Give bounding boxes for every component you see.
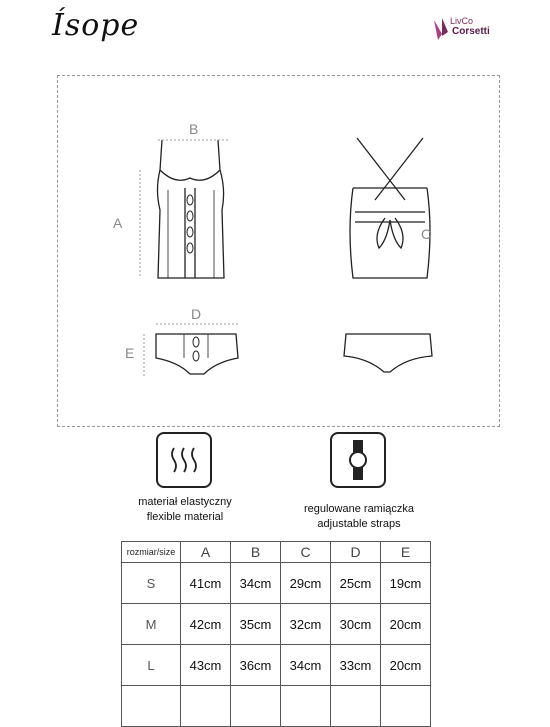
- dimension-label-b: B: [189, 121, 199, 137]
- flexible-material-icon: [156, 432, 212, 488]
- table-cell: [381, 686, 431, 727]
- table-cell: 30cm: [331, 604, 381, 645]
- table-cell: [181, 686, 231, 727]
- dimension-label-a: A: [113, 215, 123, 231]
- feature-label-pl: materiał elastyczny: [138, 496, 232, 508]
- table-cell: [331, 686, 381, 727]
- dimension-label-e: E: [125, 345, 135, 361]
- feature-label-pl: regulowane ramiączka: [303, 503, 415, 515]
- table-cell: 34cm: [231, 563, 281, 604]
- table-cell: 25cm: [331, 563, 381, 604]
- size-table: [121, 541, 431, 727]
- table-cell: [281, 686, 331, 727]
- table-cell: 19cm: [381, 563, 431, 604]
- camisole-front-drawing: [130, 130, 250, 285]
- row-size-label: L: [122, 645, 181, 686]
- column-header-d: D: [331, 542, 381, 563]
- row-size-label: M: [122, 604, 181, 645]
- product-title: Ísope: [52, 8, 140, 43]
- feature-label-en: flexible material: [146, 511, 224, 523]
- column-header-c: C: [281, 542, 331, 563]
- column-header-b: B: [231, 542, 281, 563]
- table-cell: [231, 686, 281, 727]
- row-size-label: S: [122, 563, 181, 604]
- feature-label-en: adjustable straps: [317, 518, 401, 530]
- column-header-a: A: [181, 542, 231, 563]
- panty-front-drawing: [138, 318, 248, 380]
- table-row: [122, 645, 431, 686]
- table-cell: 41cm: [181, 563, 231, 604]
- camisole-back-drawing: [335, 130, 445, 290]
- panty-back-drawing: [338, 328, 438, 378]
- table-cell: 29cm: [281, 563, 331, 604]
- table-cell: 35cm: [231, 604, 281, 645]
- feature-flexible-material: [85, 495, 285, 525]
- table-cell: 43cm: [181, 645, 231, 686]
- dimension-label-d: D: [191, 306, 202, 322]
- dimension-label-c: C: [421, 226, 432, 242]
- table-row: [122, 604, 431, 645]
- table-cell: 34cm: [281, 645, 331, 686]
- column-header-size: rozmiar/size: [122, 542, 181, 563]
- column-header-e: E: [381, 542, 431, 563]
- brand-name-line1: LivCo: [450, 16, 474, 26]
- table-row: [122, 686, 431, 727]
- table-cell: 20cm: [381, 645, 431, 686]
- size-table-header-row: [122, 542, 431, 563]
- table-cell: 36cm: [231, 645, 281, 686]
- table-cell: 32cm: [281, 604, 331, 645]
- strap-adjuster-icon: [330, 432, 386, 488]
- row-size-label: [122, 686, 181, 727]
- table-row: [122, 563, 431, 604]
- table-cell: 42cm: [181, 604, 231, 645]
- feature-adjustable-straps: [259, 502, 459, 532]
- table-cell: 20cm: [381, 604, 431, 645]
- table-cell: 33cm: [331, 645, 381, 686]
- brand-name-line2: Corsetti: [452, 26, 490, 37]
